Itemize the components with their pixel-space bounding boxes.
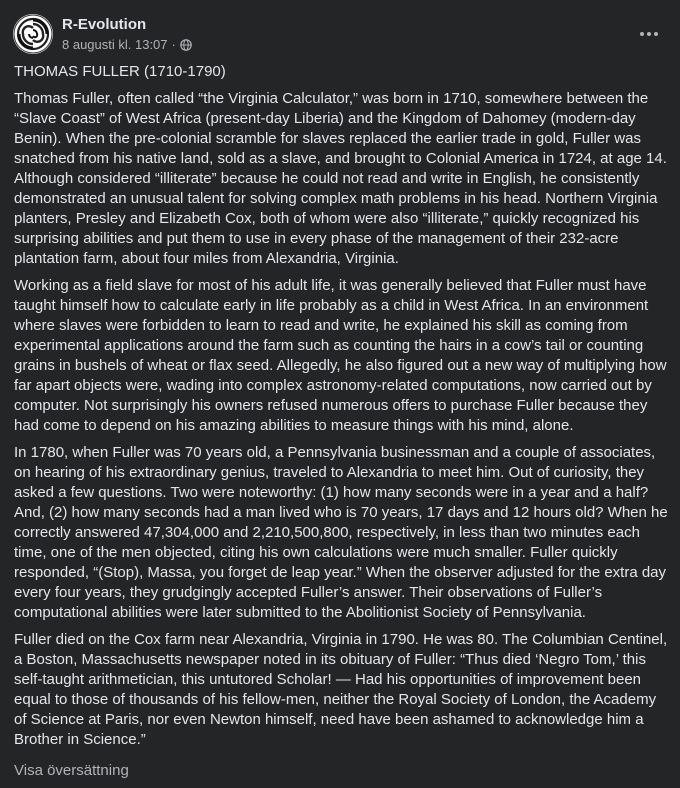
post-paragraph-1: Thomas Fuller, often called “the Virginia Calculator,” was born in 1710, somewhere between the “Slave Coast” of West Africa (present-day Liberia) and the Kingdom of Dahomey (modern-day Benin). When the pre-colonial scramble for slaves replaced the earlier trade in gold, Fuller was snatched from his native land, sold as a slave, and brought to Colonial America in 1724, at age 14. Although considered “illiterate” because he could not read and write in English, he consistently demonstrated an unusual talent for solving complex math problems in his head. Northern Virginia planters, Presley and Elizabeth Cox, both of whom were also “illiterate,” quickly recognized his surprising abilities and put them to use in every phase of the management of their 232-acre plantation farm, about four miles from Alexandria, Virginia.	[14, 90, 667, 267]
meta-separator: ·	[171, 37, 176, 52]
post-title: THOMAS FULLER (1710-1790)	[14, 63, 226, 80]
swirl-logo-icon	[13, 14, 53, 54]
post-meta	[62, 37, 192, 52]
post-paragraph-2: Working as a field slave for most of his adult life, it was generally believed that Fuller must have taught himself how to calculate early in life probably as a child in West Africa. In an environment where slaves were forbidden to learn to read and write, he explained his skill as coming from experimental applications around the farm such as counting the hairs in a cow’s tail or counting grains in bushels of wheat or flax seed. Allegedly, he also figured out a new way of multiplying how far apart objects were, wading into complex astronomy-related computations, now carried out by computer. Not surprisingly his owners refused numerous offers to purchase Fuller because they had come to depend on his amazing abilities to measure things with his mind, alone.	[14, 277, 667, 434]
post-content	[14, 62, 668, 757]
see-translation-link[interactable]: Visa översättning	[14, 762, 129, 779]
page-name-link[interactable]: R-Evolution	[62, 16, 147, 33]
post-timestamp[interactable]: 8 augusti kl. 13:07	[62, 37, 168, 52]
globe-icon[interactable]	[180, 39, 192, 51]
avatar[interactable]	[13, 14, 53, 54]
post-header	[13, 12, 667, 54]
post-paragraph-3: In 1780, when Fuller was 70 years old, a Pennsylvania businessman and a couple of associates, on hearing of his extraordinary genius, traveled to Alexandria to meet him. Out of curiosity, they asked a few questions. Two were noteworthy: (1) how many seconds were in a year and a half? And, (2) how many seconds had a man lived who is 70 years, 17 days and 12 hours old? When he correctly answered 47,304,000 and 2,210,500,800, respectively, in less than two minutes each time, one of the men objected, citing his own calculations were much smaller. Fuller quickly responded, “(Stop), Massa, you forget de leap year.” When the observer adjusted for the extra day every four years, they grudgingly accepted Fuller’s answer. Their observations of Fuller’s computational abilities were later submitted to the Abolitionist Society of Pennsylvania.	[14, 444, 668, 621]
post-paragraph-4: Fuller died on the Cox farm near Alexandria, Virginia in 1790. He was 80. The Columbian Centinel, a Boston, Massachusetts newspaper noted in its obituary of Fuller: “Thus died ‘Negro Tom,’ this self-taught arithmetician, this untutored Scholar! — Had his opportunities of improvement been equal to those of thousands of his fellow-men, neither the Royal Society of London, the Academy of Science at Paris, nor even Newton himself, need have been ashamed to acknowledge him a Brother in Science.”	[14, 631, 668, 748]
more-options-button[interactable]	[631, 16, 667, 52]
ellipsis-horizontal-icon	[640, 32, 658, 36]
